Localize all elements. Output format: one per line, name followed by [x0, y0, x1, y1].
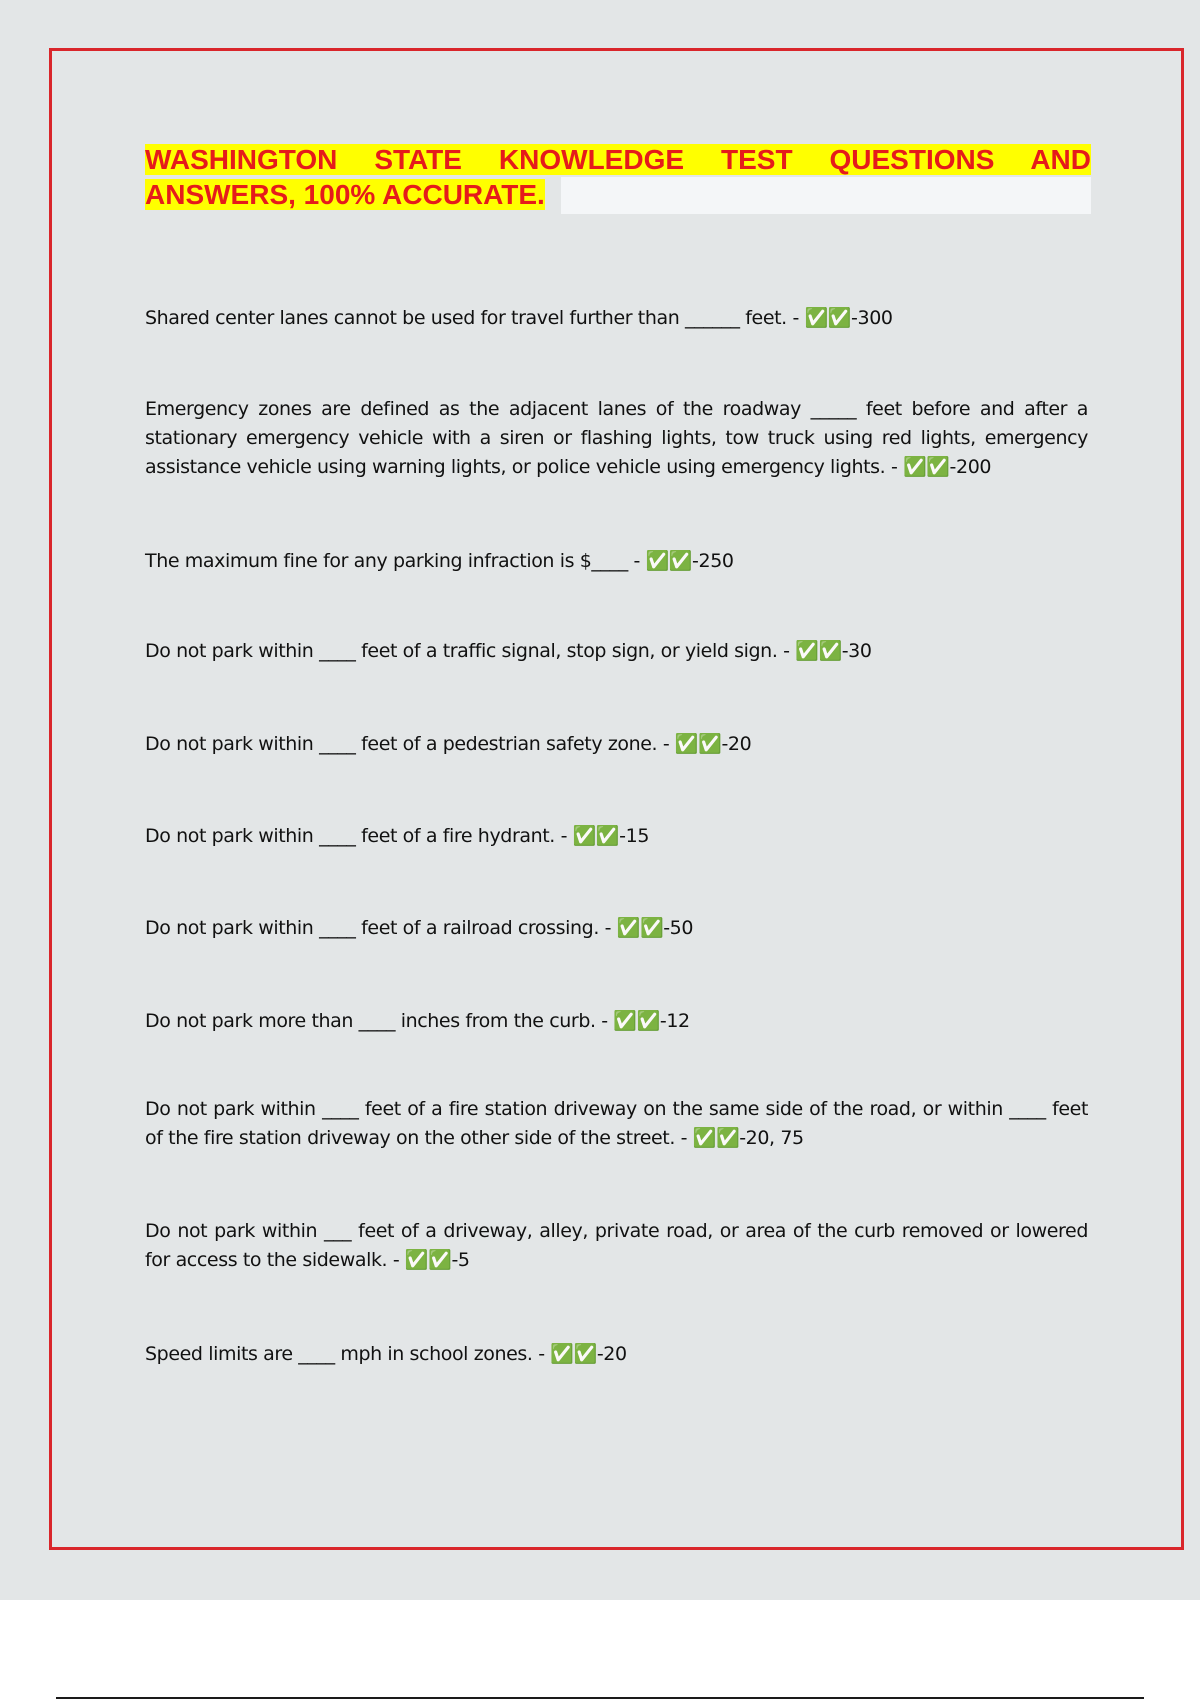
qa-item-9: Do not park within ____ feet of a fire station driveway on the same side of the road, or within ____ feet of the fire station driveway on the other side of the street. - ✅✅-20, 75: [145, 1098, 1088, 1149]
qa-item-5: Do not park within ____ feet of a pedestrian safety zone. - ✅✅-20: [145, 733, 752, 755]
title-line-1-text: WASHINGTON STATE KNOWLEDGE TEST QUESTIONS AND: [145, 144, 1091, 175]
qa-item-10: Do not park within ___ feet of a driveway, alley, private road, or area of the curb removed or lowered for access to the sidewalk. - ✅✅-5: [145, 1220, 1088, 1271]
bottom-rule: [56, 1697, 1144, 1699]
qa-item-6: Do not park within ____ feet of a fire hydrant. - ✅✅-15: [145, 825, 650, 847]
qa-item-3: The maximum fine for any parking infraction is $____ - ✅✅-250: [145, 550, 734, 572]
qa-item-4: Do not park within ____ feet of a traffic signal, stop sign, or yield sign. - ✅✅-30: [145, 640, 872, 662]
title-line-2: [145, 177, 1091, 212]
qa-item-7: Do not park within ____ feet of a railroad crossing. - ✅✅-50: [145, 917, 694, 939]
qa-item-2: Emergency zones are defined as the adjacent lanes of the roadway _____ feet before and after a stationary emergency vehicle with a siren or flashing lights, tow truck using red lights, emergency assistance vehicle using warning lights, or police vehicle using emergency lights. - ✅✅-200: [145, 398, 1088, 478]
title-line-1: [145, 142, 1091, 177]
qa-item-11: Speed limits are ____ mph in school zones. - ✅✅-20: [145, 1343, 627, 1365]
document-title: [145, 142, 1091, 212]
page-border: [49, 48, 1184, 1550]
qa-item-8: Do not park more than ____ inches from the curb. - ✅✅-12: [145, 1010, 690, 1032]
title-line-2-text: ANSWERS, 100% ACCURATE.: [145, 179, 545, 210]
qa-item-1: Shared center lanes cannot be used for travel further than ______ feet. - ✅✅-300: [145, 307, 893, 329]
